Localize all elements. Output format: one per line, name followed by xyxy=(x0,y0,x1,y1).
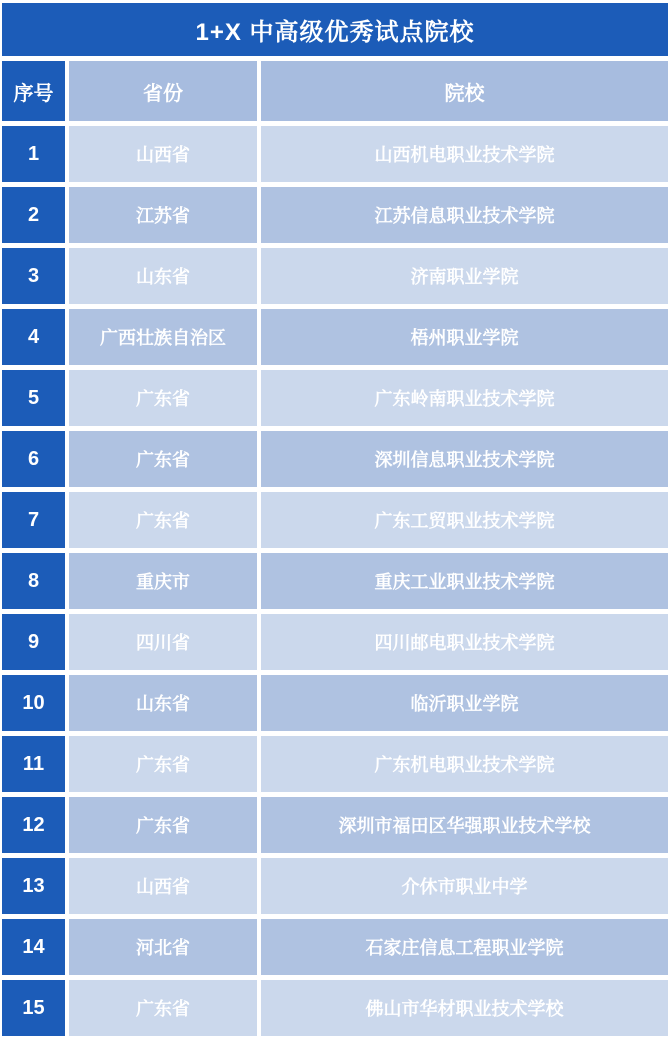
school-cell: 广东机电职业技术学院 xyxy=(261,736,668,792)
col-header-province: 省份 xyxy=(69,61,257,121)
province-cell: 广东省 xyxy=(69,797,257,853)
header-row xyxy=(2,61,668,121)
table-row xyxy=(2,858,668,914)
table-row xyxy=(2,736,668,792)
table-body xyxy=(2,126,668,1036)
table-row xyxy=(2,980,668,1036)
table-row xyxy=(2,248,668,304)
row-number-cell: 15 xyxy=(2,980,65,1036)
row-number-cell: 8 xyxy=(2,553,65,609)
row-number-cell: 1 xyxy=(2,126,65,182)
school-cell: 四川邮电职业技术学院 xyxy=(261,614,668,670)
table-title: 1+X 中高级优秀试点院校 xyxy=(2,3,668,56)
table-row xyxy=(2,187,668,243)
province-cell: 山西省 xyxy=(69,858,257,914)
table-row xyxy=(2,797,668,853)
province-cell: 江苏省 xyxy=(69,187,257,243)
school-cell: 重庆工业职业技术学院 xyxy=(261,553,668,609)
school-cell: 深圳市福田区华强职业技术学校 xyxy=(261,797,668,853)
table-row xyxy=(2,614,668,670)
row-number-cell: 11 xyxy=(2,736,65,792)
province-cell: 广西壮族自治区 xyxy=(69,309,257,365)
row-number-cell: 6 xyxy=(2,431,65,487)
province-cell: 山东省 xyxy=(69,675,257,731)
row-number-cell: 12 xyxy=(2,797,65,853)
school-cell: 山西机电职业技术学院 xyxy=(261,126,668,182)
row-number-cell: 13 xyxy=(2,858,65,914)
province-cell: 广东省 xyxy=(69,492,257,548)
row-number-cell: 2 xyxy=(2,187,65,243)
row-number-cell: 5 xyxy=(2,370,65,426)
school-cell: 佛山市华材职业技术学校 xyxy=(261,980,668,1036)
row-number-cell: 14 xyxy=(2,919,65,975)
province-cell: 广东省 xyxy=(69,736,257,792)
row-number-cell: 4 xyxy=(2,309,65,365)
province-cell: 山西省 xyxy=(69,126,257,182)
school-cell: 介休市职业中学 xyxy=(261,858,668,914)
province-cell: 河北省 xyxy=(69,919,257,975)
table-row xyxy=(2,492,668,548)
col-header-school: 院校 xyxy=(261,61,668,121)
table-row xyxy=(2,675,668,731)
table-row xyxy=(2,309,668,365)
province-cell: 广东省 xyxy=(69,431,257,487)
school-cell: 济南职业学院 xyxy=(261,248,668,304)
row-number-cell: 10 xyxy=(2,675,65,731)
province-cell: 四川省 xyxy=(69,614,257,670)
row-number-cell: 9 xyxy=(2,614,65,670)
school-cell: 广东岭南职业技术学院 xyxy=(261,370,668,426)
province-cell: 广东省 xyxy=(69,370,257,426)
table-row xyxy=(2,919,668,975)
table-row xyxy=(2,431,668,487)
province-cell: 重庆市 xyxy=(69,553,257,609)
school-cell: 梧州职业学院 xyxy=(261,309,668,365)
school-cell: 深圳信息职业技术学院 xyxy=(261,431,668,487)
col-header-no: 序号 xyxy=(2,61,65,121)
school-cell: 临沂职业学院 xyxy=(261,675,668,731)
school-cell: 石家庄信息工程职业学院 xyxy=(261,919,668,975)
table-row xyxy=(2,553,668,609)
province-cell: 山东省 xyxy=(69,248,257,304)
row-number-cell: 7 xyxy=(2,492,65,548)
table-row xyxy=(2,126,668,182)
province-cell: 广东省 xyxy=(69,980,257,1036)
school-cell: 江苏信息职业技术学院 xyxy=(261,187,668,243)
school-cell: 广东工贸职业技术学院 xyxy=(261,492,668,548)
table-row xyxy=(2,370,668,426)
row-number-cell: 3 xyxy=(2,248,65,304)
